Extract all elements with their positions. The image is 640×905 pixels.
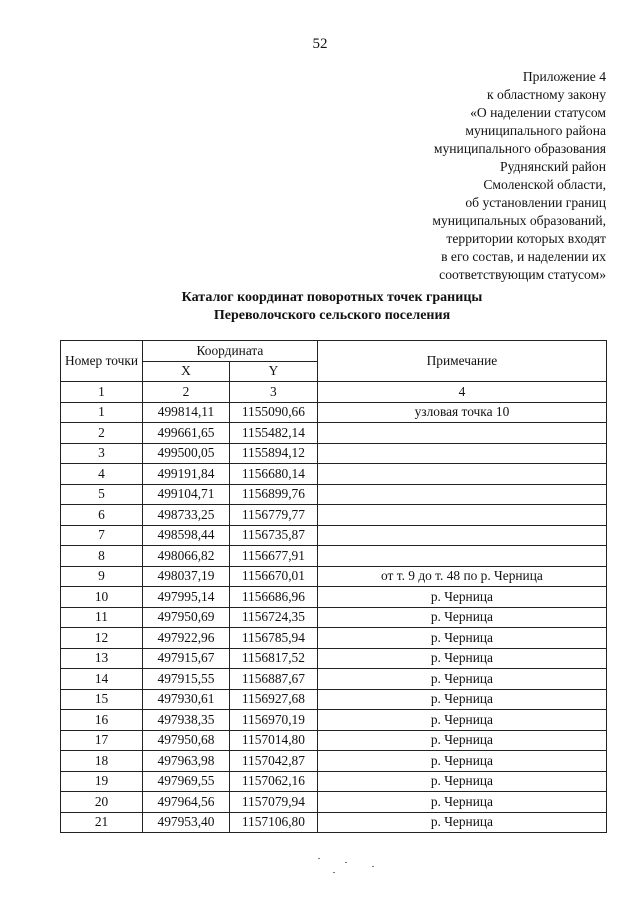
x-coordinate-cell: 497930,61	[143, 689, 230, 710]
y-coordinate-cell: 1157042,87	[229, 751, 317, 772]
y-coordinate-cell: 1157079,94	[229, 792, 317, 813]
y-coordinate-cell: 1156677,91	[229, 546, 317, 567]
x-coordinate-cell: 497915,55	[143, 669, 230, 690]
x-coordinate-cell: 497950,69	[143, 607, 230, 628]
note-cell: р. Черница	[317, 689, 606, 710]
x-coordinate-cell: 497938,35	[143, 710, 230, 731]
y-coordinate-cell: 1157062,16	[229, 771, 317, 792]
column-number-row	[61, 382, 607, 403]
point-number-cell: 9	[61, 566, 143, 587]
y-coordinate-cell: 1156686,96	[229, 587, 317, 608]
y-coordinate-cell: 1156735,87	[229, 525, 317, 546]
point-number-cell: 8	[61, 546, 143, 567]
point-number-cell: 7	[61, 525, 143, 546]
point-number-cell: 17	[61, 730, 143, 751]
note-cell: р. Черница	[317, 792, 606, 813]
table-row	[61, 546, 607, 567]
header-y: Y	[229, 361, 317, 382]
x-coordinate-cell: 499191,84	[143, 464, 230, 485]
appendix-line: территории которых входят	[446, 231, 606, 246]
x-coordinate-cell: 497964,56	[143, 792, 230, 813]
y-coordinate-cell: 1156724,35	[229, 607, 317, 628]
table-body	[61, 402, 607, 833]
point-number-cell: 15	[61, 689, 143, 710]
appendix-line: муниципального образования	[433, 141, 606, 156]
appendix-heading	[376, 68, 606, 284]
x-coordinate-cell: 497995,14	[143, 587, 230, 608]
x-coordinate-cell: 497963,98	[143, 751, 230, 772]
appendix-line: в его состав, и наделении их	[441, 249, 606, 264]
y-coordinate-cell: 1156899,76	[229, 484, 317, 505]
point-number-cell: 21	[61, 812, 143, 833]
point-number-cell: 11	[61, 607, 143, 628]
point-number-cell: 4	[61, 464, 143, 485]
point-number-cell: 10	[61, 587, 143, 608]
table-row	[61, 710, 607, 731]
point-number-cell: 2	[61, 423, 143, 444]
point-number-cell: 13	[61, 648, 143, 669]
table-row	[61, 607, 607, 628]
point-number-cell: 20	[61, 792, 143, 813]
note-cell	[317, 505, 606, 526]
table-row	[61, 587, 607, 608]
title-line-1: Каталог координат поворотных точек границы	[181, 290, 483, 305]
table-header-row	[61, 341, 607, 362]
x-coordinate-cell: 499814,11	[143, 402, 230, 423]
x-coordinate-cell: 498066,82	[143, 546, 230, 567]
table-row	[61, 648, 607, 669]
y-coordinate-cell: 1157106,80	[229, 812, 317, 833]
column-number: 3	[229, 382, 317, 403]
header-point-number: Номер точки	[61, 341, 143, 382]
scan-speck	[333, 872, 335, 873]
note-cell	[317, 546, 606, 567]
note-cell	[317, 423, 606, 444]
table-row	[61, 423, 607, 444]
column-number: 4	[317, 382, 606, 403]
appendix-line: «О наделении статусом	[470, 105, 606, 120]
x-coordinate-cell: 498598,44	[143, 525, 230, 546]
document-title	[0, 289, 640, 325]
table-row	[61, 525, 607, 546]
note-cell: р. Черница	[317, 812, 606, 833]
point-number-cell: 12	[61, 628, 143, 649]
y-coordinate-cell: 1156785,94	[229, 628, 317, 649]
point-number-cell: 19	[61, 771, 143, 792]
table-row	[61, 402, 607, 423]
y-coordinate-cell: 1156670,01	[229, 566, 317, 587]
y-coordinate-cell: 1156817,52	[229, 648, 317, 669]
header-x: X	[143, 361, 230, 382]
scan-speck	[372, 866, 374, 867]
x-coordinate-cell: 498733,25	[143, 505, 230, 526]
note-cell: р. Черница	[317, 710, 606, 731]
y-coordinate-cell: 1156887,67	[229, 669, 317, 690]
column-number: 1	[61, 382, 143, 403]
note-cell	[317, 484, 606, 505]
y-coordinate-cell: 1156779,77	[229, 505, 317, 526]
x-coordinate-cell: 499500,05	[143, 443, 230, 464]
table-row	[61, 628, 607, 649]
x-coordinate-cell: 497953,40	[143, 812, 230, 833]
title-line-2: Переволочского сельского поселения	[213, 308, 451, 323]
note-cell	[317, 443, 606, 464]
x-coordinate-cell: 497950,68	[143, 730, 230, 751]
note-cell: р. Черница	[317, 669, 606, 690]
table-row	[61, 484, 607, 505]
appendix-line: Приложение 4	[522, 69, 606, 84]
note-cell: р. Черница	[317, 607, 606, 628]
appendix-line: об установлении границ	[465, 195, 606, 210]
note-cell: р. Черница	[317, 587, 606, 608]
appendix-line: к областному закону	[487, 87, 606, 102]
column-number: 2	[143, 382, 230, 403]
point-number-cell: 1	[61, 402, 143, 423]
y-coordinate-cell: 1155482,14	[229, 423, 317, 444]
note-cell: р. Черница	[317, 751, 606, 772]
appendix-line: муниципальных образований,	[432, 213, 606, 228]
table-row	[61, 689, 607, 710]
y-coordinate-cell: 1155894,12	[229, 443, 317, 464]
table-row	[61, 771, 607, 792]
scan-speck	[345, 862, 347, 863]
point-number-cell: 18	[61, 751, 143, 772]
x-coordinate-cell: 497922,96	[143, 628, 230, 649]
page-number: 52	[312, 36, 328, 52]
y-coordinate-cell: 1157014,80	[229, 730, 317, 751]
x-coordinate-cell: 497969,55	[143, 771, 230, 792]
header-note: Примечание	[317, 341, 606, 382]
point-number-cell: 5	[61, 484, 143, 505]
coordinates-table	[60, 340, 607, 833]
table-row	[61, 505, 607, 526]
note-cell	[317, 525, 606, 546]
point-number-cell: 16	[61, 710, 143, 731]
y-coordinate-cell: 1156680,14	[229, 464, 317, 485]
table-row	[61, 730, 607, 751]
table-row	[61, 669, 607, 690]
note-cell: р. Черница	[317, 771, 606, 792]
x-coordinate-cell: 499661,65	[143, 423, 230, 444]
appendix-line: Руднянский район	[500, 159, 606, 174]
scan-speck	[318, 858, 320, 859]
table-row	[61, 751, 607, 772]
x-coordinate-cell: 499104,71	[143, 484, 230, 505]
note-cell: р. Черница	[317, 730, 606, 751]
point-number-cell: 6	[61, 505, 143, 526]
table-row	[61, 792, 607, 813]
note-cell: от т. 9 до т. 48 по р. Черница	[317, 566, 606, 587]
point-number-cell: 3	[61, 443, 143, 464]
y-coordinate-cell: 1155090,66	[229, 402, 317, 423]
x-coordinate-cell: 497915,67	[143, 648, 230, 669]
y-coordinate-cell: 1156927,68	[229, 689, 317, 710]
note-cell: узловая точка 10	[317, 402, 606, 423]
x-coordinate-cell: 498037,19	[143, 566, 230, 587]
header-coordinate: Координата	[143, 341, 318, 362]
table-row	[61, 566, 607, 587]
y-coordinate-cell: 1156970,19	[229, 710, 317, 731]
table-row	[61, 464, 607, 485]
note-cell: р. Черница	[317, 648, 606, 669]
appendix-line: Смоленской области,	[483, 177, 606, 192]
table-row	[61, 812, 607, 833]
point-number-cell: 14	[61, 669, 143, 690]
appendix-line: муниципального района	[465, 123, 606, 138]
table-row	[61, 443, 607, 464]
note-cell: р. Черница	[317, 628, 606, 649]
note-cell	[317, 464, 606, 485]
appendix-line: соответствующим статусом»	[439, 267, 606, 282]
